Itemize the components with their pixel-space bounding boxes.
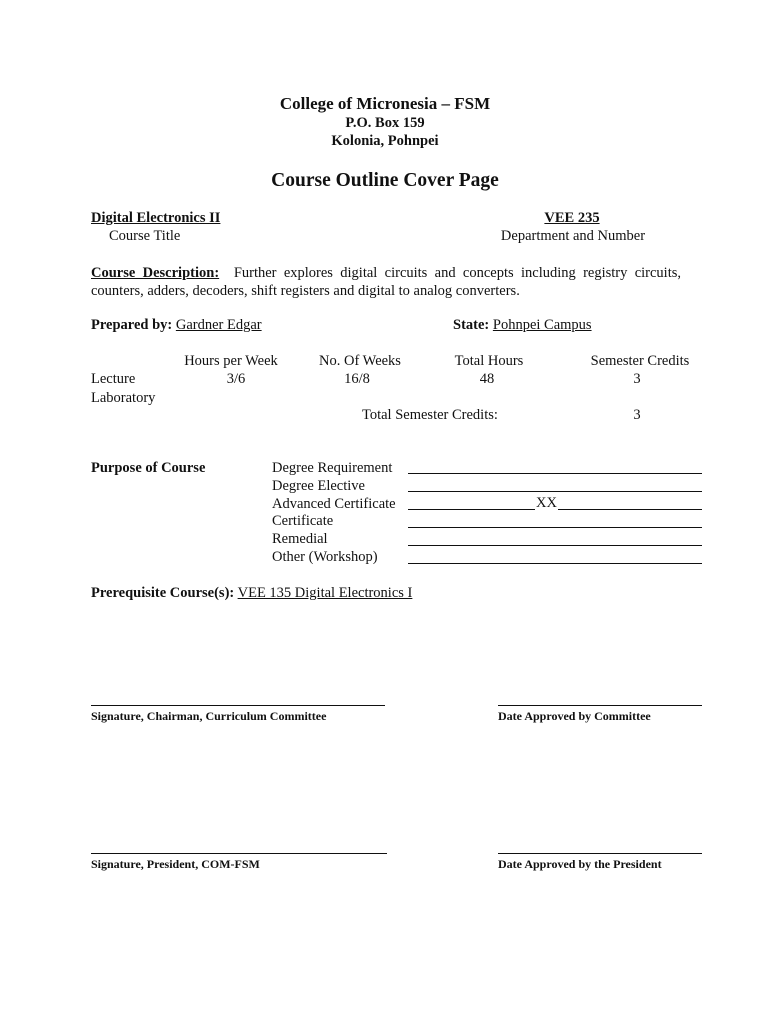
purpose-remedial: Remedial <box>272 531 328 547</box>
purpose-advanced-certificate: Advanced Certificate <box>272 496 396 512</box>
lecture-weeks: 16/8 <box>344 371 370 387</box>
purpose-line <box>408 527 702 528</box>
purpose-line <box>408 473 702 474</box>
committee-date-label: Date Approved by Committee <box>498 709 651 723</box>
state-value: Pohnpei Campus <box>492 317 592 333</box>
course-title-label: Course Title <box>109 228 181 244</box>
prerequisite-label: Prerequisite Course(s): <box>91 585 235 601</box>
purpose-label: Purpose of Course <box>91 460 206 476</box>
lecture-hours: 3/6 <box>226 371 246 387</box>
total-credits-label: Total Semester Credits: <box>362 407 498 423</box>
course-title: Digital Electronics II <box>91 210 221 226</box>
hours-header: Hours per Week <box>184 353 278 369</box>
signature-line <box>498 853 702 854</box>
prerequisite-value: VEE 135 Digital Electronics I <box>237 585 413 601</box>
signature-line <box>498 705 702 706</box>
total-credits-value: 3 <box>633 407 641 423</box>
total-hours-header: Total Hours <box>454 353 524 369</box>
signature-line <box>91 705 385 706</box>
course-description-label: Course Description: <box>91 265 220 281</box>
purpose-degree-elective: Degree Elective <box>272 478 365 494</box>
prepared-by-label: Prepared by: <box>91 317 173 333</box>
purpose-line <box>408 563 702 564</box>
page-title: Course Outline Cover Page <box>271 170 499 191</box>
purpose-degree-requirement: Degree Requirement <box>272 460 393 476</box>
lecture-credits: 3 <box>633 371 641 387</box>
course-number: VEE 235 <box>544 210 600 226</box>
location: Kolonia, Pohnpei <box>331 133 439 149</box>
credits-header: Semester Credits <box>590 353 690 369</box>
course-description-text: Further explores digital circuits and concepts including registry circuits, counters, adders, decoders, shift registers and digital to analog converters. <box>91 265 681 299</box>
lecture-total: 48 <box>479 371 495 387</box>
course-description <box>91 264 681 300</box>
chairman-signature-label: Signature, Chairman, Curriculum Committee <box>91 709 327 723</box>
state <box>453 317 592 334</box>
president-signature-label: Signature, President, COM-FSM <box>91 857 260 871</box>
signature-line <box>91 853 387 854</box>
weeks-header: No. Of Weeks <box>319 353 401 369</box>
state-label: State: <box>453 317 490 333</box>
prepared-by <box>91 317 262 334</box>
institution-name: College of Micronesia – FSM <box>279 94 491 113</box>
po-box: P.O. Box 159 <box>345 115 425 131</box>
prepared-by-value: Gardner Edgar <box>175 317 262 333</box>
course-number-label: Department and Number <box>500 228 646 244</box>
purpose-other: Other (Workshop) <box>272 549 378 565</box>
laboratory-label: Laboratory <box>91 390 156 406</box>
prerequisite <box>91 585 412 602</box>
purpose-line <box>408 491 702 492</box>
purpose-line <box>408 545 702 546</box>
lecture-label: Lecture <box>91 371 136 387</box>
purpose-mark: XX <box>536 495 557 511</box>
president-date-label: Date Approved by the President <box>498 857 662 871</box>
purpose-certificate: Certificate <box>272 513 334 529</box>
